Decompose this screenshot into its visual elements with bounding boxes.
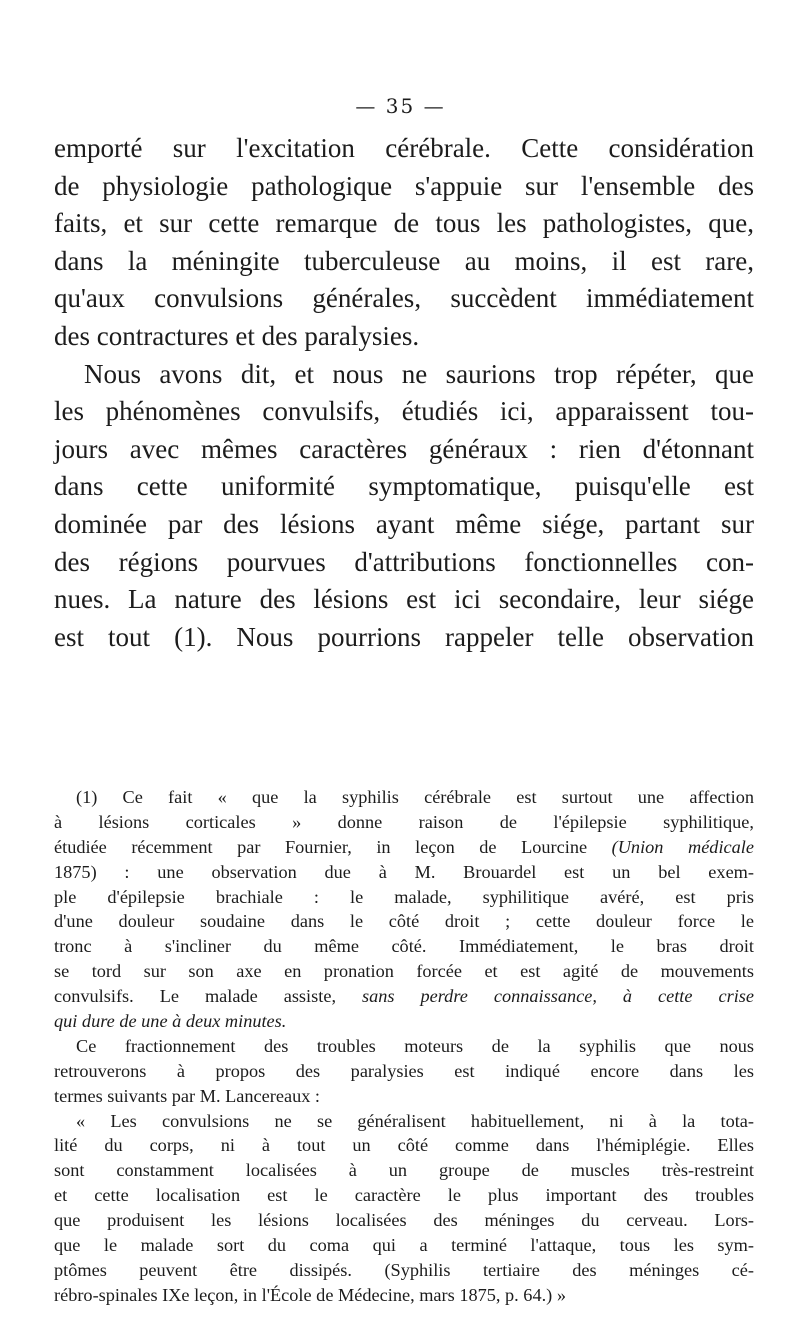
body-line: dans cette uniformité symptomatique, puisqu'elle est <box>54 471 754 502</box>
footnote-citation: (Union médicale <box>611 836 754 857</box>
footnote-line <box>54 984 754 1009</box>
footnote-line: à lésions corticales » donne raison de l'épilepsie syphilitique, <box>54 811 754 832</box>
footnote-line: (1) Ce fait « que la syphilis cérébrale est surtout une affection <box>76 787 754 807</box>
footnote-emphasis: sans perdre connaissance, à cette crise <box>362 986 755 1007</box>
footnote-block <box>54 785 754 1308</box>
page-number: — 35 — <box>355 94 446 118</box>
body-line: dominée par des lésions ayant même siége, partant sur <box>54 508 754 539</box>
body-line: nues. La nature des lésions est ici secondaire, leur siége <box>54 584 754 615</box>
body-text <box>54 130 754 656</box>
body-line: qu'aux convulsions générales, succèdent immédiatement <box>54 283 754 314</box>
body-line: dans la méningite tuberculeuse au moins, il est rare, <box>54 245 754 276</box>
footnote-line: qui dure de une à deux minutes. <box>54 1011 287 1032</box>
footnote-line: termes suivants par M. Lancereaux : <box>54 1085 320 1106</box>
footnote-line: que le malade sort du coma qui a terminé l'attaque, tous les sym- <box>54 1235 754 1256</box>
footnote-line: retrouverons à propos des paralysies est indiqué encore dans les <box>54 1060 754 1081</box>
body-line: faits, et sur cette remarque de tous les pathologistes, que, <box>54 208 754 239</box>
footnote-line: ptômes peuvent être dissipés. (Syphilis tertiaire des méninges cé- <box>54 1259 754 1280</box>
footnote-line: rébro-spinales IXe leçon, in l'École de Médecine, mars 1875, p. 64.) » <box>54 1284 566 1305</box>
body-line: des contractures et des paralysies. <box>54 320 420 351</box>
footnote-text: étudiée récemment par Fournier, in leçon de Lourcine <box>54 836 588 857</box>
footnote-line: sont constamment localisées à un groupe de muscles très-restreint <box>54 1160 754 1181</box>
body-line: Nous avons dit, et nous ne saurions trop répéter, que <box>84 358 754 389</box>
footnote-line <box>54 835 754 860</box>
footnote-line: que produisent les lésions localisées des méninges du cerveau. Lors- <box>54 1210 754 1231</box>
footnote-line: Ce fractionnement des troubles moteurs de la syphilis que nous <box>76 1035 754 1056</box>
body-line: emporté sur l'excitation cérébrale. Cette considération <box>54 133 754 163</box>
footnote-line: d'une douleur soudaine dans le côté droit ; cette douleur force le <box>54 911 754 932</box>
footnote-line: se tord sur son axe en pronation forcée et est agité de mouvements <box>54 961 754 982</box>
footnote-line: « Les convulsions ne se généralisent habituellement, ni à la tota- <box>76 1110 754 1131</box>
body-line: les phénomènes convulsifs, étudiés ici, apparaissent tou- <box>54 396 754 427</box>
footnote-line: 1875) : une observation due à M. Brouardel est un bel exem- <box>54 861 754 882</box>
body-line: est tout (1). Nous pourrions rappeler telle observation <box>54 621 754 652</box>
footnote-line: et cette localisation est le caractère le plus important des troubles <box>54 1185 754 1206</box>
footnote-text: convulsifs. Le malade assiste, <box>54 986 337 1007</box>
body-line: des régions pourvues d'attributions fonctionnelles con- <box>54 546 754 577</box>
footnote-line: tronc à s'incliner du même côté. Immédiatement, le bras droit <box>54 936 754 957</box>
body-line: jours avec mêmes caractères généraux : rien d'étonnant <box>54 433 754 464</box>
body-line: de physiologie pathologique s'appuie sur l'ensemble des <box>54 170 754 201</box>
footnote-line: lité du corps, ni à tout un côté comme dans l'hémiplégie. Elles <box>54 1135 754 1156</box>
footnote-line: ple d'épilepsie brachiale : le malade, syphilitique avéré, est pris <box>54 886 754 907</box>
